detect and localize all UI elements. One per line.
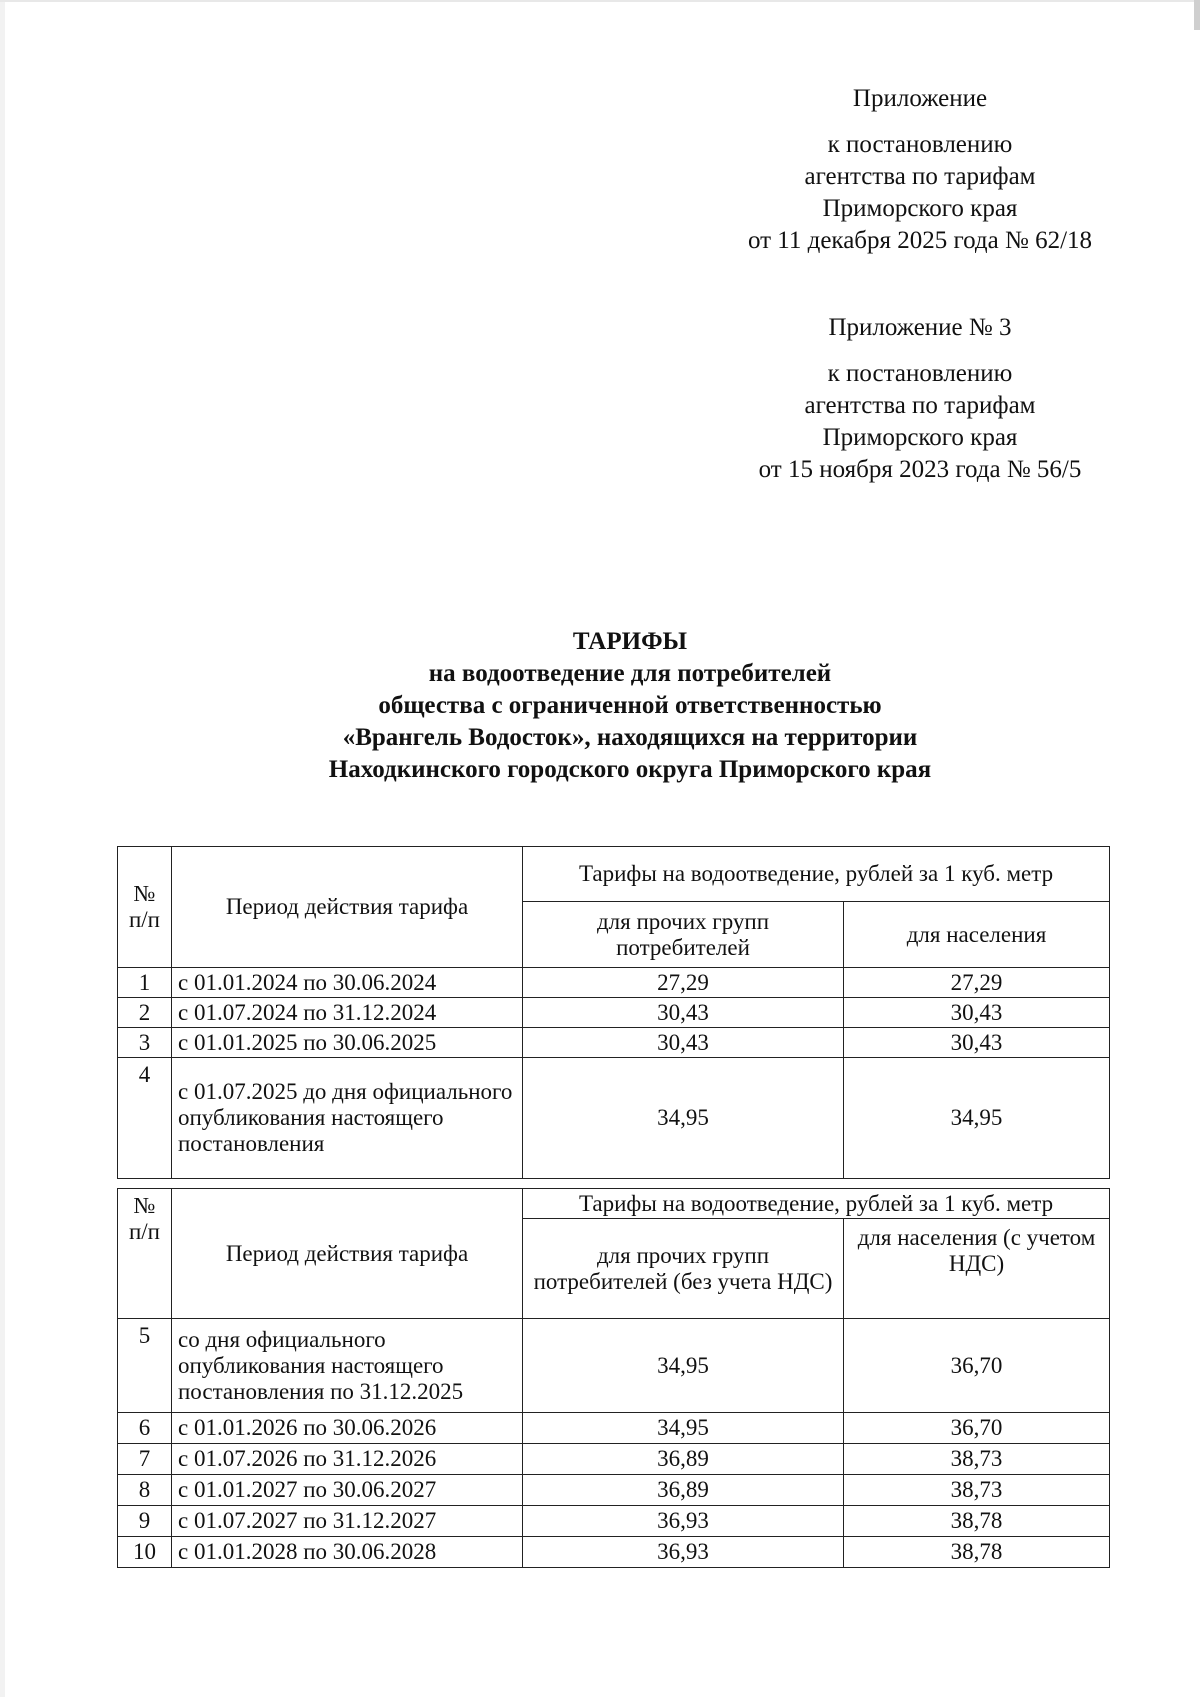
header-tariffs: Тарифы на водоотведение, рублей за 1 куб. метр xyxy=(523,847,1110,902)
appendix-line: к постановлению xyxy=(827,360,1013,387)
tariff-table-1 xyxy=(117,846,1110,1179)
title-line: «Врангель Водосток», находящихся на территории xyxy=(342,724,918,751)
row-other: 34,95 xyxy=(523,1058,844,1179)
row-other: 36,89 xyxy=(523,1444,844,1475)
row-population: 34,95 xyxy=(844,1058,1110,1179)
row-other: 34,95 xyxy=(523,1319,844,1413)
row-period: с 01.07.2027 по 31.12.2027 xyxy=(172,1506,523,1537)
table-row xyxy=(118,1058,1110,1179)
appendix-line: агентства по тарифам xyxy=(804,163,1036,190)
header-population: для населения (с учетом НДС) xyxy=(844,1219,1110,1319)
row-population: 36,70 xyxy=(844,1413,1110,1444)
row-other: 36,93 xyxy=(523,1537,844,1568)
row-num: 4 xyxy=(118,1058,172,1179)
title-line: Находкинского городского округа Приморского края xyxy=(328,756,932,783)
row-period: с 01.01.2024 по 30.06.2024 xyxy=(172,968,523,998)
title-line: на водоотведение для потребителей xyxy=(428,660,832,687)
table-row xyxy=(118,1413,1110,1444)
row-population: 38,73 xyxy=(844,1475,1110,1506)
header-population: для населения xyxy=(844,902,1110,968)
tariff-table-2 xyxy=(117,1188,1110,1568)
scan-left-edge xyxy=(0,0,5,1697)
row-period: с 01.07.2026 по 31.12.2026 xyxy=(172,1444,523,1475)
appendix-line: от 11 декабря 2025 года № 62/18 xyxy=(747,227,1093,254)
row-num: 8 xyxy=(118,1475,172,1506)
document-title xyxy=(200,626,1060,786)
title-line: общества с ограниченной ответственностью xyxy=(378,692,882,719)
table-row xyxy=(118,1444,1110,1475)
row-population: 36,70 xyxy=(844,1319,1110,1413)
title-line: ТАРИФЫ xyxy=(572,628,688,655)
row-period: с 01.07.2024 по 31.12.2024 xyxy=(172,998,523,1028)
table-row xyxy=(118,1028,1110,1058)
row-period: со дня официального опубликования настоящего постановления по 31.12.2025 xyxy=(172,1319,523,1413)
row-other: 27,29 xyxy=(523,968,844,998)
scan-corner-mark xyxy=(1194,0,1200,30)
row-period: с 01.01.2027 по 30.06.2027 xyxy=(172,1475,523,1506)
row-population: 38,78 xyxy=(844,1506,1110,1537)
table-row xyxy=(118,1537,1110,1568)
row-population: 27,29 xyxy=(844,968,1110,998)
row-num: 5 xyxy=(118,1319,172,1413)
row-population: 38,73 xyxy=(844,1444,1110,1475)
appendix-reference-1 xyxy=(700,83,1140,257)
header-num: № п/п xyxy=(118,1189,172,1319)
table-row xyxy=(118,1475,1110,1506)
appendix-line: Приморского края xyxy=(822,195,1018,222)
row-other: 36,89 xyxy=(523,1475,844,1506)
row-period: с 01.01.2028 по 30.06.2028 xyxy=(172,1537,523,1568)
table-row xyxy=(118,1506,1110,1537)
row-population: 30,43 xyxy=(844,998,1110,1028)
row-num: 3 xyxy=(118,1028,172,1058)
row-num: 9 xyxy=(118,1506,172,1537)
header-other-groups: для прочих групп потребителей xyxy=(523,902,844,968)
appendix-heading: Приложение xyxy=(852,85,988,112)
table-row xyxy=(118,998,1110,1028)
header-period: Период действия тарифа xyxy=(172,847,523,968)
appendix-line: к постановлению xyxy=(827,131,1013,158)
row-other: 34,95 xyxy=(523,1413,844,1444)
row-other: 30,43 xyxy=(523,998,844,1028)
header-period: Период действия тарифа xyxy=(172,1189,523,1319)
header-other-groups: для прочих групп потребителей (без учета НДС) xyxy=(523,1219,844,1319)
row-num: 10 xyxy=(118,1537,172,1568)
table-row xyxy=(118,968,1110,998)
row-period: с 01.07.2025 до дня официального опубликования настоящего постановления xyxy=(172,1058,523,1179)
row-period: с 01.01.2026 по 30.06.2026 xyxy=(172,1413,523,1444)
row-population: 38,78 xyxy=(844,1537,1110,1568)
row-other: 30,43 xyxy=(523,1028,844,1058)
header-tariffs: Тарифы на водоотведение, рублей за 1 куб. метр xyxy=(523,1189,1110,1219)
table-row xyxy=(118,1319,1110,1413)
row-num: 1 xyxy=(118,968,172,998)
appendix-heading: Приложение № 3 xyxy=(828,314,1012,341)
scan-top-edge xyxy=(0,0,1200,2)
row-period: с 01.01.2025 по 30.06.2025 xyxy=(172,1028,523,1058)
row-num: 7 xyxy=(118,1444,172,1475)
appendix-line: Приморского края xyxy=(822,424,1018,451)
header-num: № п/п xyxy=(118,847,172,968)
row-other: 36,93 xyxy=(523,1506,844,1537)
row-num: 6 xyxy=(118,1413,172,1444)
row-num: 2 xyxy=(118,998,172,1028)
row-population: 30,43 xyxy=(844,1028,1110,1058)
appendix-line: от 15 ноября 2023 года № 56/5 xyxy=(758,456,1082,483)
appendix-line: агентства по тарифам xyxy=(804,392,1036,419)
appendix-reference-2 xyxy=(700,312,1140,486)
